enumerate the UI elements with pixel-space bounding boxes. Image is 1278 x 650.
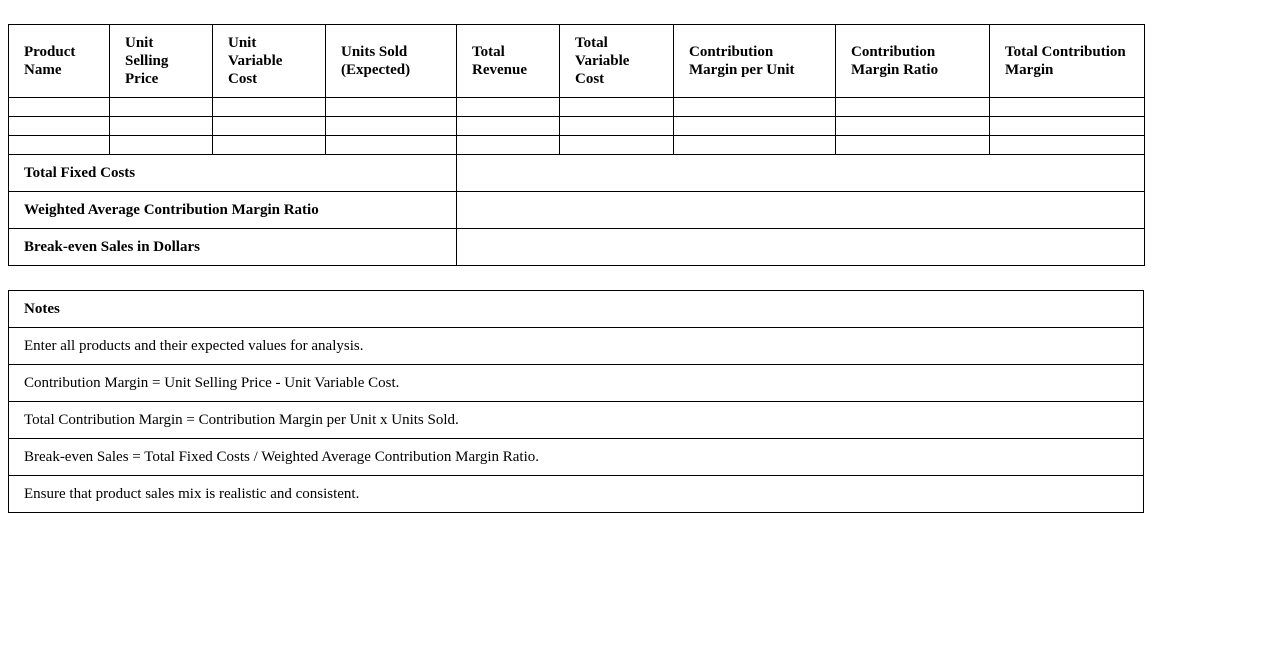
note-item: Break-even Sales = Total Fixed Costs / Weighted Average Contribution Margin Ratio. <box>9 439 1144 476</box>
notes-table <box>8 290 1144 513</box>
table-cell[interactable] <box>213 136 326 155</box>
notes-header: Notes <box>9 291 1144 328</box>
weighted-average-cm-ratio-label: Weighted Average Contribution Margin Ratio <box>9 192 457 229</box>
break-even-sales-value[interactable] <box>457 229 1145 266</box>
table-cell[interactable] <box>213 98 326 117</box>
table-row <box>9 98 1145 117</box>
table-cell[interactable] <box>457 98 560 117</box>
table-cell[interactable] <box>836 98 990 117</box>
table-cell[interactable] <box>560 136 674 155</box>
notes-header-row <box>9 291 1144 328</box>
table-row <box>9 117 1145 136</box>
header-total-revenue: Total Revenue <box>457 25 560 98</box>
note-item: Contribution Margin = Unit Selling Price - Unit Variable Cost. <box>9 365 1144 402</box>
note-row <box>9 365 1144 402</box>
table-row <box>9 136 1145 155</box>
table-cell[interactable] <box>110 117 213 136</box>
table-cell[interactable] <box>674 98 836 117</box>
header-contribution-margin-per-unit: Contribution Margin per Unit <box>674 25 836 98</box>
header-unit-variable-cost: Unit Variable Cost <box>213 25 326 98</box>
note-item: Total Contribution Margin = Contribution Margin per Unit x Units Sold. <box>9 402 1144 439</box>
table-cell[interactable] <box>9 117 110 136</box>
header-row <box>9 25 1145 98</box>
header-product-name: Product Name <box>9 25 110 98</box>
weighted-average-cm-ratio-value[interactable] <box>457 192 1145 229</box>
weighted-average-cm-ratio-row <box>9 192 1145 229</box>
total-fixed-costs-value[interactable] <box>457 155 1145 192</box>
table-cell[interactable] <box>9 136 110 155</box>
break-even-sales-label: Break-even Sales in Dollars <box>9 229 457 266</box>
table-cell[interactable] <box>457 117 560 136</box>
table-cell[interactable] <box>990 98 1145 117</box>
break-even-sales-row <box>9 229 1145 266</box>
table-cell[interactable] <box>9 98 110 117</box>
table-cell[interactable] <box>674 117 836 136</box>
header-contribution-margin-ratio: Contribution Margin Ratio <box>836 25 990 98</box>
table-cell[interactable] <box>674 136 836 155</box>
table-cell[interactable] <box>560 117 674 136</box>
header-total-contribution-margin: Total Contribution Margin <box>990 25 1145 98</box>
table-cell[interactable] <box>990 117 1145 136</box>
table-cell[interactable] <box>326 117 457 136</box>
table-cell[interactable] <box>560 98 674 117</box>
total-fixed-costs-label: Total Fixed Costs <box>9 155 457 192</box>
table-cell[interactable] <box>326 98 457 117</box>
table-cell[interactable] <box>213 117 326 136</box>
table-cell[interactable] <box>110 136 213 155</box>
note-row <box>9 402 1144 439</box>
note-row <box>9 439 1144 476</box>
table-cell[interactable] <box>836 117 990 136</box>
header-units-sold: Units Sold (Expected) <box>326 25 457 98</box>
break-even-analysis-table <box>8 24 1145 266</box>
header-total-variable-cost: Total Variable Cost <box>560 25 674 98</box>
note-row <box>9 328 1144 365</box>
note-item: Enter all products and their expected values for analysis. <box>9 328 1144 365</box>
total-fixed-costs-row <box>9 155 1145 192</box>
table-cell[interactable] <box>990 136 1145 155</box>
table-cell[interactable] <box>326 136 457 155</box>
header-unit-selling-price: Unit Selling Price <box>110 25 213 98</box>
table-cell[interactable] <box>457 136 560 155</box>
table-cell[interactable] <box>110 98 213 117</box>
note-item: Ensure that product sales mix is realistic and consistent. <box>9 476 1144 513</box>
note-row <box>9 476 1144 513</box>
table-cell[interactable] <box>836 136 990 155</box>
